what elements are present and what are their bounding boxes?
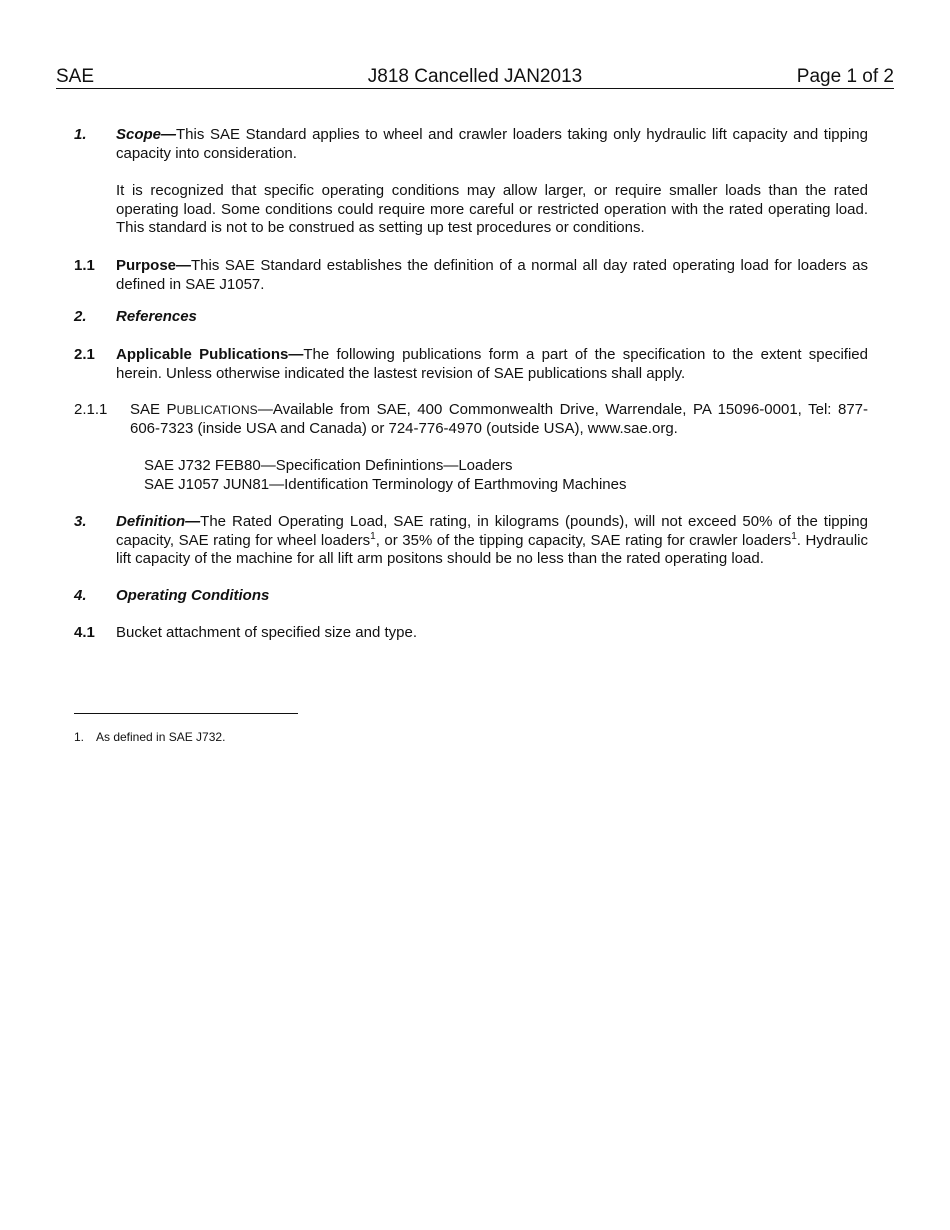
section-title: Definition— <box>116 513 201 530</box>
reference-item: SAE J1057 JUN81—Identification Terminology of Earthmoving Machines <box>144 475 627 493</box>
footnote-ref: 1 <box>791 530 797 542</box>
section-text <box>116 346 868 383</box>
reference-list <box>144 457 844 494</box>
section-number: 1.1 <box>74 257 95 274</box>
section-title: Operating Conditions <box>116 587 270 604</box>
section-title: Purpose— <box>116 257 192 274</box>
section-body-part-b: , or 35% of the tipping capacity, SAE rating for crawler loaders <box>375 531 792 549</box>
section-text <box>116 308 868 327</box>
section-body: Bucket attachment of specified size and type. <box>116 624 418 641</box>
section-number: 2.1.1 <box>74 401 108 418</box>
section-body: This SAE Standard establishes the definition of a normal all day rated operating load for loaders as defined in SAE J1057. <box>116 257 868 293</box>
footnote-divider <box>74 713 298 714</box>
section-title-lead: SAE P <box>130 401 177 418</box>
section-title: Scope— <box>116 126 177 143</box>
section-text <box>116 587 868 606</box>
section-title: References <box>116 308 197 325</box>
footnote-text: As defined in SAE J732. <box>96 730 226 744</box>
section-text <box>116 126 868 163</box>
header-document-id: J818 Cancelled JAN2013 <box>367 66 583 87</box>
footnote-number: 1. <box>74 730 85 744</box>
header-page-number: Page 1 of 2 <box>796 66 894 87</box>
section-number: 4. <box>74 587 87 604</box>
footnote <box>74 730 225 745</box>
section-number: 1. <box>74 126 87 143</box>
section-body: —Available from SAE, 400 Commonwealth Drive, Warrendale, PA 15096-0001, Tel: 877-606-7323 (inside USA and Canada) or 724-776-4970 (outside USA), www.sae.org. <box>130 401 868 437</box>
section-text <box>116 624 868 643</box>
section-number: 3. <box>74 513 87 530</box>
section-text <box>116 257 868 294</box>
section-text <box>116 513 868 569</box>
scope-paragraph-2: It is recognized that specific operating conditions may allow larger, or require smaller loads than the rated operating load. Some conditions could require more careful or restricted operation with the rated operating load. This standard is not to be construed as setting up test procedures or conditions. <box>116 182 868 236</box>
section-number: 2.1 <box>74 346 95 363</box>
reference-item: SAE J732 FEB80—Specification Definintions—Loaders <box>144 457 513 474</box>
section-purpose <box>74 257 868 294</box>
section-body: This SAE Standard applies to wheel and crawler loaders taking only hydraulic lift capacity and tipping capacity into consideration. <box>116 126 868 162</box>
section-body-part-a: The Rated Operating Load, SAE rating, in kilograms (pounds), will not exceed 50% of the tipping capacity, SAE rating for wheel loaders <box>116 513 868 549</box>
section-body-part-c: . Hydraulic lift capacity of the machine for all lift arm positons should be no less than the rated operating load. <box>116 531 868 567</box>
header-organization: SAE <box>56 66 95 87</box>
section-bucket-attachment <box>74 624 868 643</box>
section-body: The following publications form a part of the specification to the extent specified herein. Unless otherwise indicated the lastest revision of SAE publications shall apply. <box>116 346 868 382</box>
section-text <box>130 401 868 438</box>
section-title: Applicable Publications— <box>116 346 304 363</box>
section-definition <box>74 513 868 569</box>
footnote-ref: 1 <box>370 530 376 542</box>
section-sae-publications <box>74 401 868 438</box>
section-scope <box>74 126 868 163</box>
section-operating-conditions <box>74 587 868 606</box>
section-references <box>74 308 868 327</box>
section-number: 2. <box>74 308 87 325</box>
page-header <box>56 66 894 89</box>
section-number: 4.1 <box>74 624 95 641</box>
section-applicable-publications <box>74 346 868 383</box>
section-title-smallcaps: UBLICATIONS <box>176 403 258 417</box>
